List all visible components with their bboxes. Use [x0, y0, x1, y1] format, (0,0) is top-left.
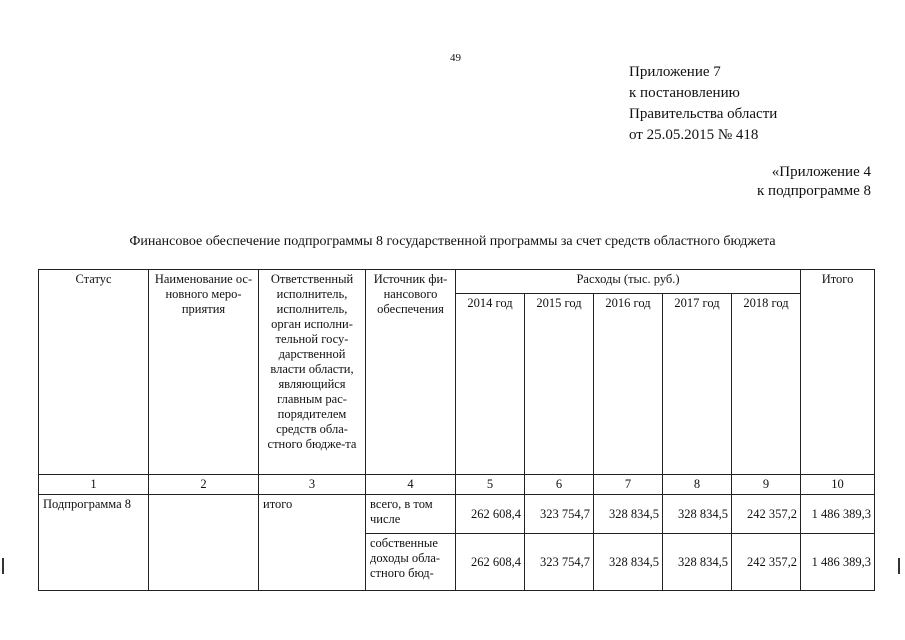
header-year-2017: 2017 год — [663, 294, 732, 475]
value-2015: 323 754,7 — [525, 495, 594, 534]
left-scan-mark — [2, 558, 4, 574]
row-source: собственные доходы обла-стного бюд- — [366, 534, 456, 591]
value-total: 1 486 389,3 — [801, 534, 875, 591]
value-2017: 328 834,5 — [663, 495, 732, 534]
row-status: Подпрограмма 8 — [39, 495, 149, 591]
column-number: 1 — [39, 475, 149, 495]
column-number: 7 — [594, 475, 663, 495]
document-title: Финансовое обеспечение подпрограммы 8 государственной программы за счет средств областного бюджета — [129, 234, 776, 249]
appendix-line-2: к постановлению — [629, 85, 740, 101]
header-responsible: Ответственный исполнитель, исполнитель, орган исполни-тельной госу-дарственной власти области, являющийся главным рас-порядителем средств обла-стного бюдже-та — [259, 270, 366, 475]
appendix-line-3: Правительства области — [629, 106, 778, 122]
value-2016: 328 834,5 — [594, 534, 663, 591]
value-2016: 328 834,5 — [594, 495, 663, 534]
value-total: 1 486 389,3 — [801, 495, 875, 534]
appendix-block — [629, 62, 777, 146]
column-number: 9 — [732, 475, 801, 495]
value-2018: 242 357,2 — [732, 534, 801, 591]
header-year-2016: 2016 год — [594, 294, 663, 475]
appendix-line-4: от 25.05.2015 № 418 — [629, 127, 759, 143]
column-number: 10 — [801, 475, 875, 495]
header-year-2018: 2018 год — [732, 294, 801, 475]
value-2018: 242 357,2 — [732, 495, 801, 534]
value-2017: 328 834,5 — [663, 534, 732, 591]
header-status: Статус — [39, 270, 149, 475]
appendix-line-1: Приложение 7 — [629, 64, 721, 80]
header-name: Наименование ос-новного меро-приятия — [149, 270, 259, 475]
value-2014: 262 608,4 — [456, 495, 525, 534]
header-year-2014: 2014 год — [456, 294, 525, 475]
column-number: 6 — [525, 475, 594, 495]
column-number: 3 — [259, 475, 366, 495]
table-row — [39, 495, 875, 534]
column-number: 4 — [366, 475, 456, 495]
header-expenses: Расходы (тыс. руб.) — [456, 270, 801, 294]
value-2014: 262 608,4 — [456, 534, 525, 591]
header-row-1 — [39, 270, 875, 294]
appendix-inner-line-2: к подпрограмме 8 — [757, 183, 871, 199]
row-source: всего, в том числе — [366, 495, 456, 534]
row-responsible: итого — [259, 495, 366, 591]
financing-table — [38, 269, 875, 591]
column-number: 8 — [663, 475, 732, 495]
header-year-2015: 2015 год — [525, 294, 594, 475]
column-number: 2 — [149, 475, 259, 495]
appendix-inner-line-1: «Приложение 4 — [771, 164, 871, 180]
header-source: Источник фи-нансового обеспечения — [366, 270, 456, 475]
right-scan-mark — [898, 558, 900, 574]
row-name — [149, 495, 259, 591]
column-number-row — [39, 475, 875, 495]
header-total: Итого — [801, 270, 875, 475]
column-number: 5 — [456, 475, 525, 495]
appendix-inner-block — [757, 163, 871, 201]
page-number: 49 — [450, 52, 461, 64]
value-2015: 323 754,7 — [525, 534, 594, 591]
